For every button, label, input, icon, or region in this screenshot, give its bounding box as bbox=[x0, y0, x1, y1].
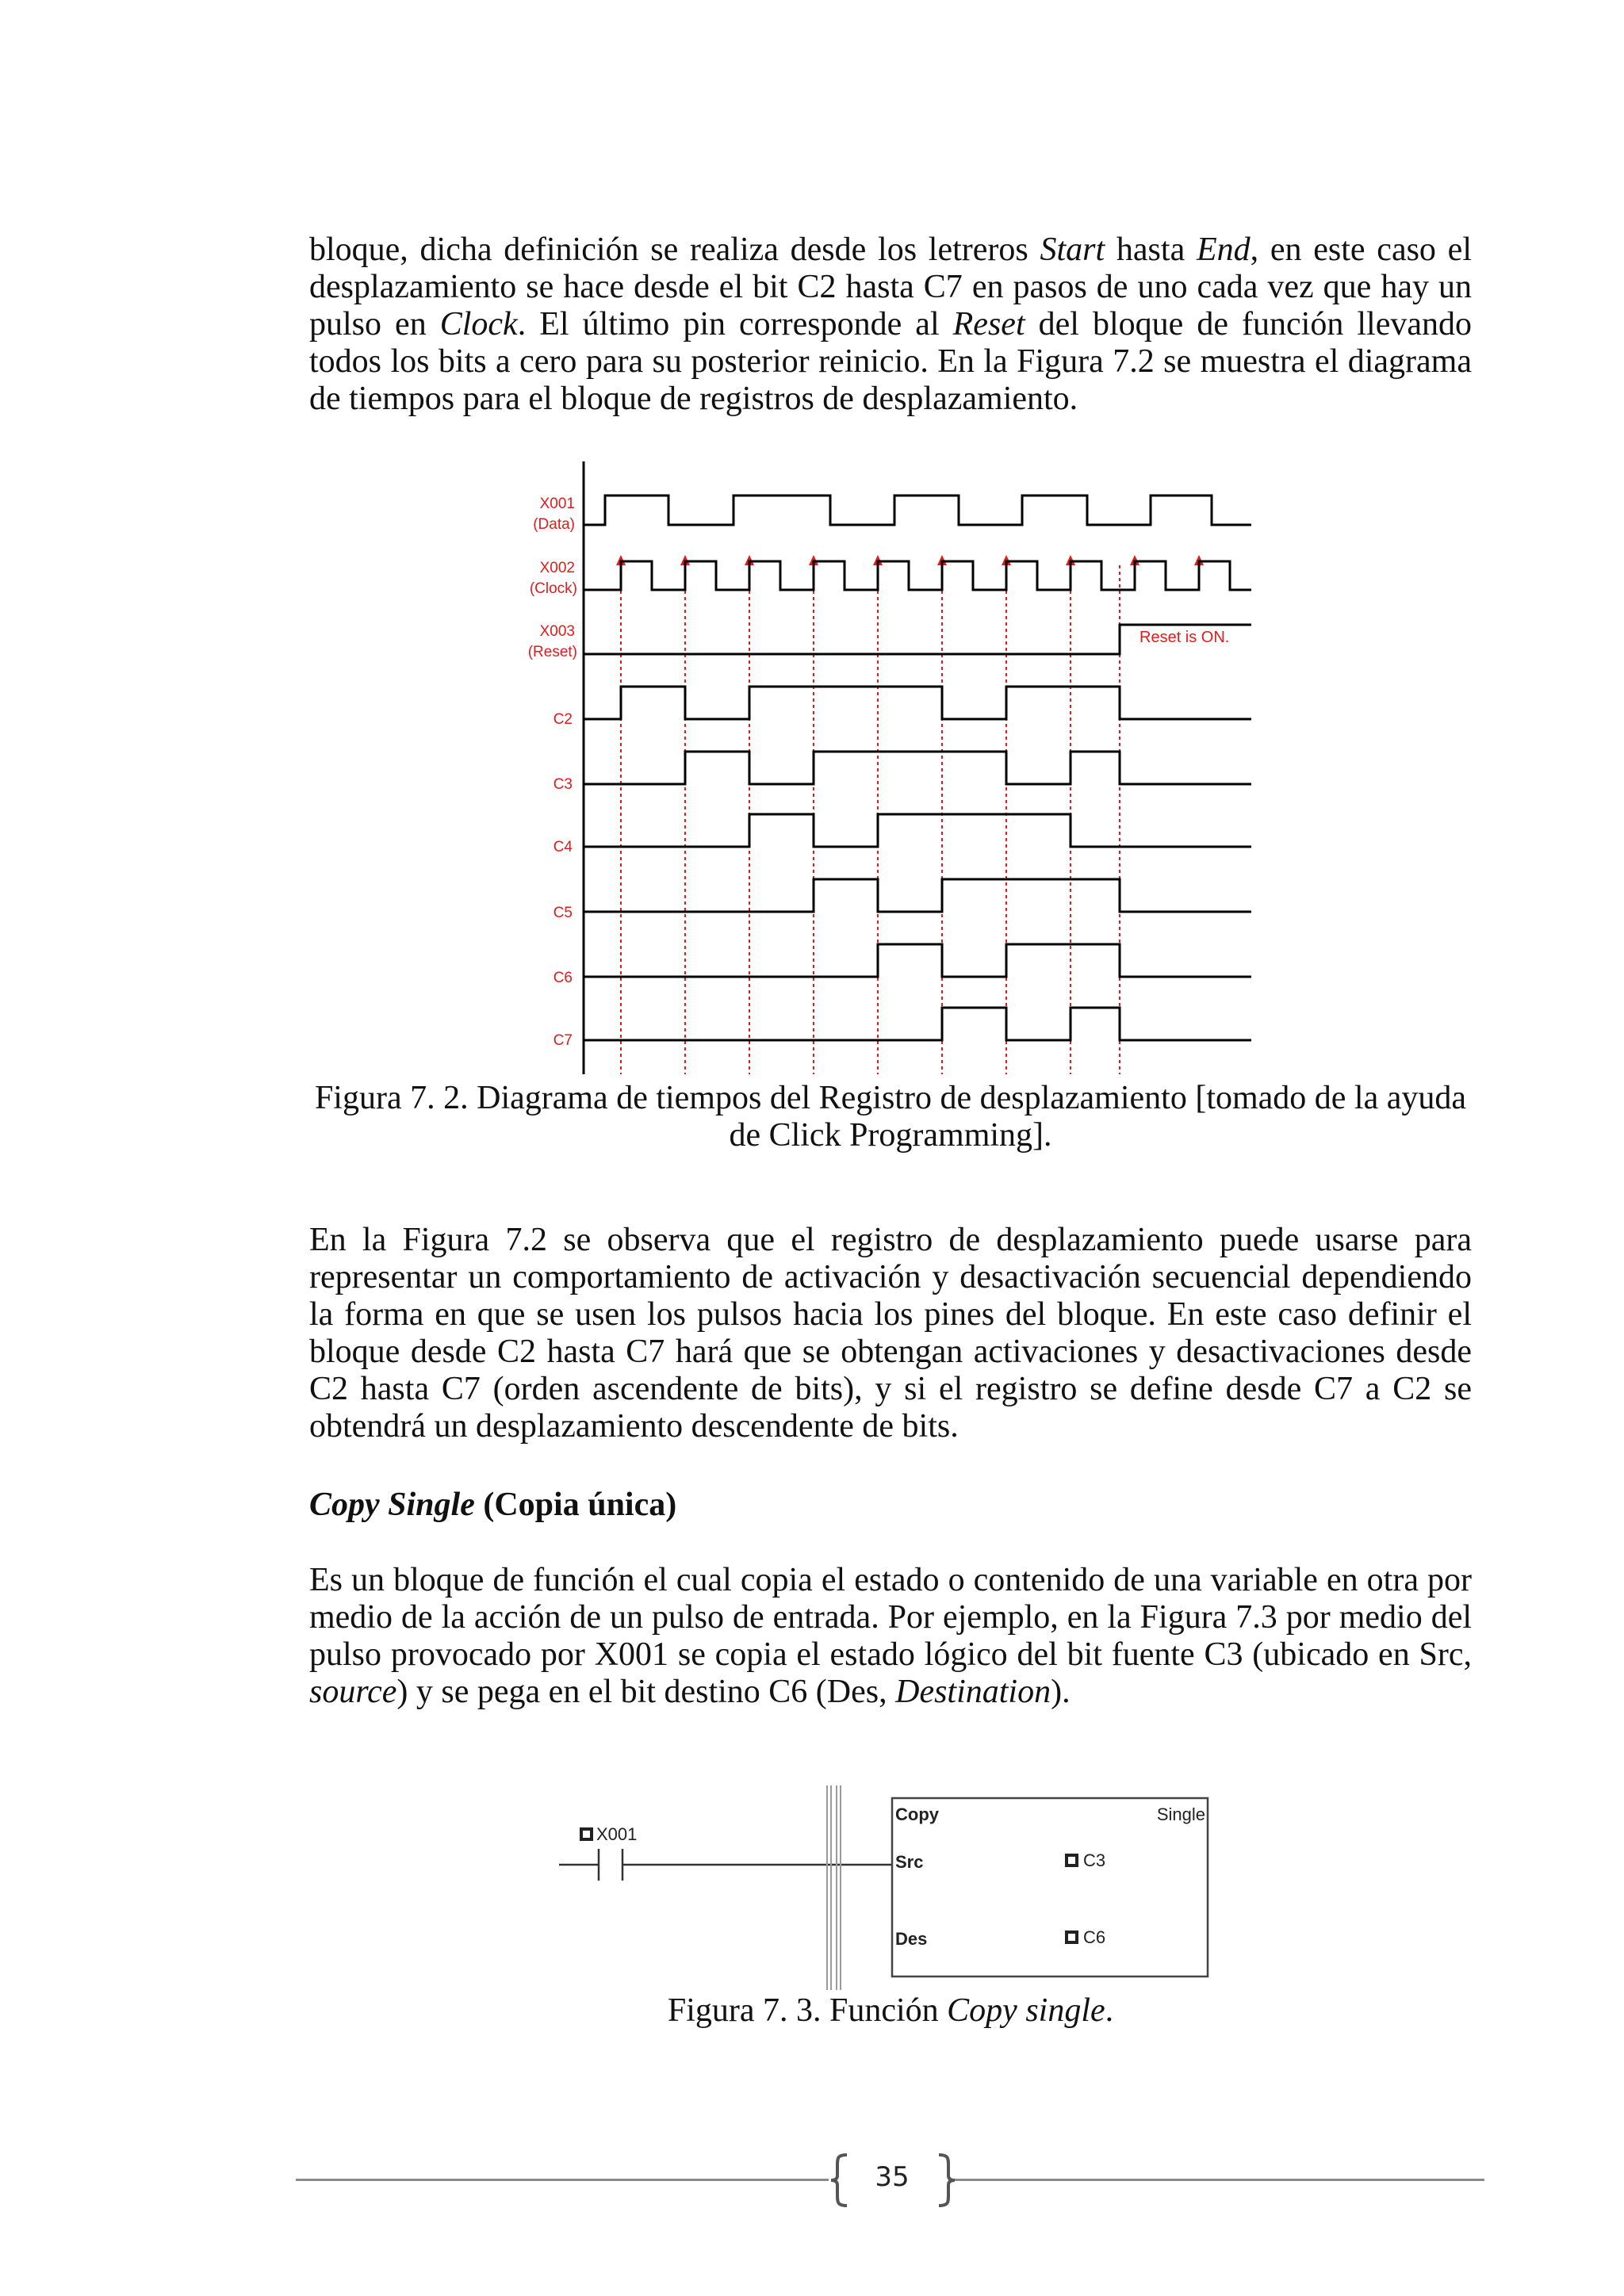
des-value: C6 bbox=[1083, 1927, 1106, 1947]
text-run-italic: source bbox=[309, 1674, 397, 1710]
src-label: Src bbox=[895, 1852, 924, 1872]
page-number: 35 bbox=[875, 2161, 910, 2193]
text-run: . El último pin corresponde al bbox=[517, 306, 953, 342]
des-label: Des bbox=[895, 1929, 928, 1949]
reset-note: Reset is ON. bbox=[1139, 629, 1230, 646]
figure-7-3-caption bbox=[309, 1992, 1472, 2030]
label-x002-sub: (Clock) bbox=[529, 580, 577, 597]
label-x003: X003 bbox=[539, 623, 575, 640]
timing-diagram bbox=[508, 456, 1261, 1078]
heading-bold: (Copia única) bbox=[474, 1487, 677, 1523]
block-mode: Single bbox=[1156, 1804, 1205, 1824]
paragraph-3 bbox=[309, 1562, 1472, 1711]
text-run-italic: Reset bbox=[952, 306, 1025, 342]
src-tag-icon bbox=[1065, 1854, 1078, 1867]
text-run: ). bbox=[1051, 1674, 1071, 1710]
label-x001: X001 bbox=[539, 496, 575, 512]
copy-single-ladder bbox=[547, 1780, 1221, 1994]
label-c6: C6 bbox=[553, 970, 573, 986]
text-run-italic: Start bbox=[1040, 232, 1105, 268]
label-x003-sub: (Reset) bbox=[527, 644, 577, 660]
text-run-italic: Destination bbox=[895, 1674, 1051, 1710]
signal-c4 bbox=[584, 814, 1251, 847]
copy-block bbox=[892, 1798, 1208, 1976]
label-x002: X002 bbox=[539, 560, 575, 576]
right-brace-icon bbox=[939, 2155, 955, 2206]
caption-italic: Copy single bbox=[947, 1992, 1105, 2029]
des-tag-icon bbox=[1065, 1931, 1078, 1944]
label-c7: C7 bbox=[553, 1032, 573, 1049]
caption-text: Figura 7. 3. Función bbox=[667, 1992, 948, 2029]
text-run: bloque, dicha definición se realiza desde los letreros bbox=[309, 232, 1040, 268]
signal-c3 bbox=[584, 752, 1251, 784]
label-x001-sub: (Data) bbox=[533, 516, 575, 533]
block-title: Copy bbox=[895, 1804, 939, 1824]
paragraph-2: En la Figura 7.2 se observa que el registro de desplazamiento puede usarse para representar un comportamiento de activación y desactivación secuencial dependiendo la forma en que se usen los pulsos hacia los pines del bloque. En este caso definir el bloque desde C2 hasta C7 hará que se obtengan activaciones y desactivaciones desde C2 hasta C7 (orden ascendente de bits), y si el registro se define desde C7 a C2 se obtendrá un desplazamiento descendente de bits. bbox=[309, 1222, 1472, 1445]
footer-rule-right bbox=[952, 2179, 1484, 2181]
text-run: hasta bbox=[1105, 232, 1197, 268]
label-c2: C2 bbox=[553, 711, 573, 728]
signal-c2 bbox=[584, 687, 1251, 719]
text-run: ) y se pega en el bit destino C6 (Des, bbox=[396, 1674, 896, 1710]
signal-x002-clock bbox=[584, 561, 1251, 590]
label-c5: C5 bbox=[553, 905, 573, 921]
caption-text: . bbox=[1105, 1992, 1114, 2029]
signal-x001-data bbox=[584, 496, 1251, 525]
signal-c5 bbox=[584, 879, 1251, 912]
signal-c7 bbox=[584, 1008, 1251, 1040]
src-value: C3 bbox=[1083, 1850, 1106, 1870]
figure-7-2-caption: Figura 7. 2. Diagrama de tiempos del Registro de desplazamiento [tomado de la ayuda de Click Programming]. bbox=[314, 1080, 1467, 1154]
text-run: del bloque de función llevando todos los bits a cero para su posterior reinicio. En la Figura 7.2 se muestra el diagrama de tiempos para el bloque de registros de desplazamiento. bbox=[309, 306, 1472, 417]
text-run-italic: End bbox=[1196, 232, 1251, 268]
left-brace-icon bbox=[831, 2155, 847, 2206]
signal-c6 bbox=[584, 944, 1251, 977]
paragraph-1 bbox=[309, 232, 1472, 418]
label-c4: C4 bbox=[553, 839, 573, 855]
label-c3: C3 bbox=[553, 776, 573, 793]
text-run: Es un bloque de función el cual copia el estado o contenido de una variable en otra por medio de la acción de un pulso de entrada. Por ejemplo, en la Figura 7.3 por medio del pulso provocado por X001 se copia el estado lógico del bit fuente C3 (ubicado en Src, bbox=[309, 1562, 1472, 1673]
contact-label: X001 bbox=[596, 1824, 638, 1844]
section-heading bbox=[309, 1487, 676, 1524]
footer-rule-left bbox=[296, 2179, 829, 2181]
text-run-italic: Clock bbox=[439, 306, 518, 342]
contact-tag-icon bbox=[580, 1827, 593, 1841]
heading-italic: Copy Single bbox=[309, 1487, 475, 1523]
text-run: , en este caso el desplazamiento se hace desde el bit C2 hasta C7 en pasos de uno cada vez que hay un pulso en bbox=[309, 232, 1472, 342]
